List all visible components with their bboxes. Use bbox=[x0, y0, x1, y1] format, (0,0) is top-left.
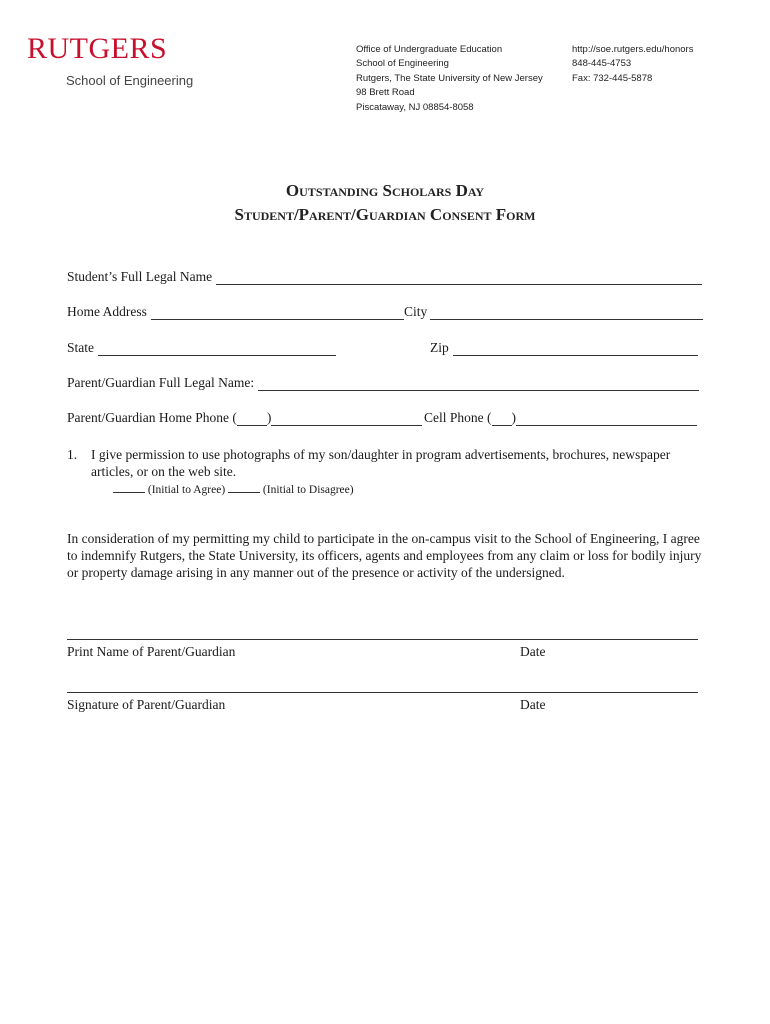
cell-phone-label: Cell Phone ( bbox=[424, 410, 492, 425]
form-title-line2: Student/Parent/Guardian Consent Form bbox=[234, 205, 536, 224]
logo-text: RUTGERS bbox=[27, 32, 168, 65]
cell-phone-area-code-field[interactable] bbox=[492, 412, 512, 426]
address-line: Office of Undergraduate Education bbox=[356, 44, 503, 55]
office-contact bbox=[572, 43, 693, 86]
home-phone-label: Parent/Guardian Home Phone ( bbox=[67, 410, 237, 425]
signature-date-label: Date bbox=[520, 697, 546, 712]
cell-phone-paren: ) bbox=[511, 410, 516, 425]
contact-phone: 848-445-4753 bbox=[572, 58, 632, 70]
parent-name-row bbox=[67, 375, 699, 391]
parent-name-field[interactable] bbox=[258, 377, 699, 391]
contact-fax: Fax: 732-445-5878 bbox=[572, 72, 653, 84]
home-phone-area-code-field[interactable] bbox=[237, 412, 267, 426]
logo-subtitle: School of Engineering bbox=[66, 73, 194, 88]
home-phone-number-field[interactable] bbox=[271, 412, 422, 426]
initial-disagree-label: (Initial to Disagree) bbox=[262, 484, 354, 496]
form-title-line1: Outstanding Scholars Day bbox=[285, 181, 485, 200]
initial-disagree-field[interactable] bbox=[228, 482, 260, 493]
print-name-line[interactable] bbox=[67, 639, 698, 640]
student-name-label: Student’s Full Legal Name bbox=[67, 269, 213, 284]
home-phone-paren: ) bbox=[266, 410, 272, 425]
permission-item bbox=[67, 446, 707, 480]
student-name-field[interactable] bbox=[216, 271, 702, 285]
print-name-label: Print Name of Parent/Guardian bbox=[67, 644, 236, 659]
address-line: Piscataway, NJ 08854-8058 bbox=[356, 101, 474, 113]
parent-name-label: Parent/Guardian Full Legal Name: bbox=[67, 375, 255, 390]
indemnity-paragraph: In consideration of my permitting my child to participate in the on-campus visit to the School of Engineering, I agree to indemnify Rutgers, the State University, its officers, agents and employees from any claim or loss for bodily injury or property damage arising in any manner out of the presence or activity of the undersigned. bbox=[67, 531, 702, 580]
address-line: 98 Brett Road bbox=[356, 87, 415, 99]
city-field[interactable] bbox=[430, 306, 703, 320]
state-row bbox=[67, 340, 336, 356]
initial-agree-field[interactable] bbox=[113, 482, 145, 493]
cell-phone-number-field[interactable] bbox=[516, 412, 697, 426]
city-label: City bbox=[404, 304, 428, 319]
address-line: Rutgers, The State University of New Jersey bbox=[356, 72, 543, 84]
student-name-row bbox=[67, 269, 702, 285]
zip-field[interactable] bbox=[453, 342, 698, 356]
home-phone-row bbox=[67, 410, 422, 426]
signature-label: Signature of Parent/Guardian bbox=[67, 697, 226, 712]
home-address-field[interactable] bbox=[151, 306, 404, 320]
initials-row bbox=[113, 482, 354, 497]
zip-row bbox=[430, 340, 698, 356]
state-label: State bbox=[67, 340, 94, 355]
zip-label: Zip bbox=[430, 340, 449, 355]
initial-agree-label: (Initial to Agree) bbox=[147, 484, 226, 496]
state-field[interactable] bbox=[98, 342, 336, 356]
home-address-label: Home Address bbox=[67, 304, 147, 319]
contact-url[interactable]: http://soe.rutgers.edu/honors bbox=[572, 44, 694, 55]
permission-text: I give permission to use photographs of my son/daughter in program advertisements, brochures, newspaper articles, or on the web site. bbox=[91, 447, 671, 479]
address-line: School of Engineering bbox=[356, 58, 449, 70]
permission-number: 1. bbox=[67, 447, 78, 462]
cell-phone-row bbox=[424, 410, 697, 426]
signature-line[interactable] bbox=[67, 692, 698, 693]
office-address bbox=[356, 43, 543, 115]
city-row bbox=[404, 304, 703, 320]
rutgers-logo bbox=[27, 34, 167, 64]
home-address-row bbox=[67, 304, 404, 320]
print-name-date-label: Date bbox=[520, 644, 546, 659]
